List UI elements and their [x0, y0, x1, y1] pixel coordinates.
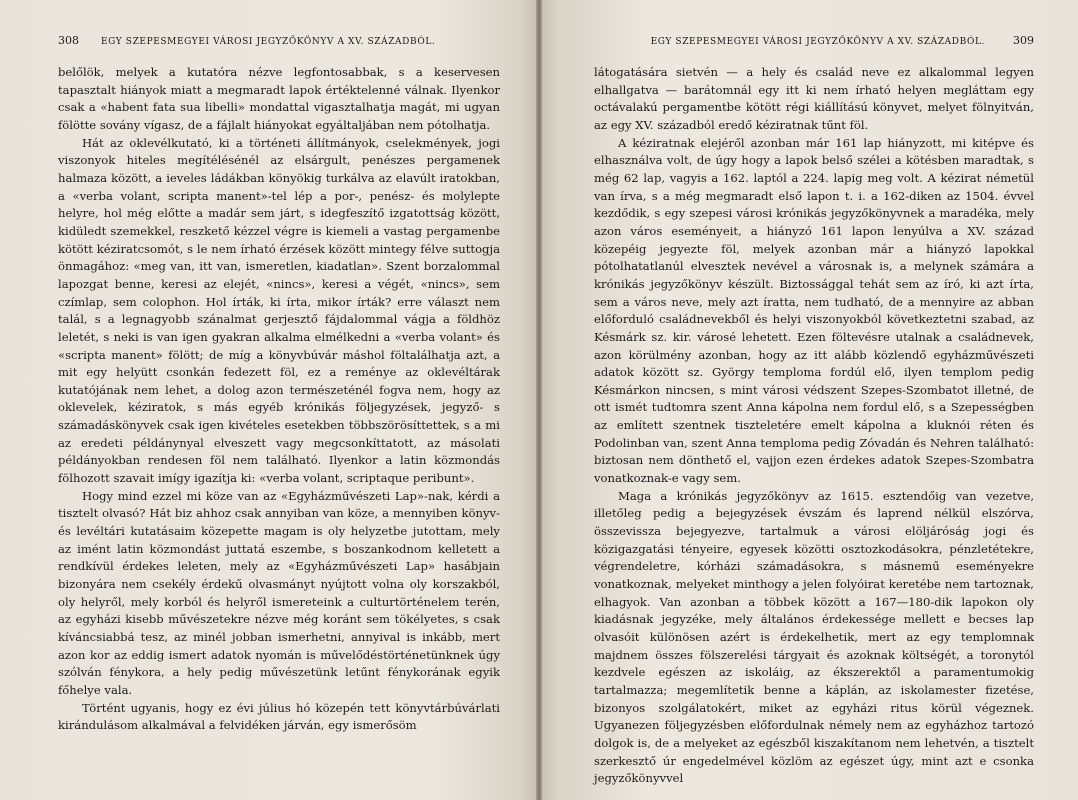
right-paragraph: A kéziratnak elejéről azonban már 161 lap hiányzott, mi kitépve és elhasználva volt, de úgy hogy a lapok belső szélei a kötésben maradtak, s még 62 lap, vagyis a 162. laptól a 224. lapig meg volt. A kézirat németül van írva, s a még megmaradt első lapon t. i. a 162-diken az 1504. évvel kezdődik, s egy szepesi városi krónikás jegyzőkönyvnek a maradéka, mely azon város eseményeit, a hiányzó 161 lapon lenyúlva a XV. század közepéig jegyezte föl, melyek azonban már a hiányzó lapokkal pótolhatatlanúl elvesztek nevével a városnak is, a melynek számára a krónikás jegyzőkönyv készült. Biztossággal tehát sem az író, ki azt írta, sem a város neve, mely azt íratta, nem tudható, de a mennyire az abban előforduló családnevekből és helyi viszonyokból következtetni szabad, az Késmárk sz. kir. városé lehetett. Ezen föltevésre utalnak a családnevek, azon körülmény azonban, hogy az itt alább közlendő egyházművészeti adatok között sz. György temploma fordúl elő, ilyen templom pedig Késmárkon nincsen, s mint városi védszent Szepes-Szombatot illetné, de ott ismét tudtomra szent Anna kápolna nem fordul elő, s a Szepességben az említett szentnek tiszteletére emelt kápolna a kluknói réten és Podolinban van, szent Anna temploma pedig Zóvadán és Nehren található: biztosan nem dönthető el, vajjon ezen érdekes adatok Szepes-Szombatra vonatkoznak-e vagy sem.	[594, 135, 1034, 486]
left-page-number: 308	[58, 34, 79, 47]
left-paragraph: belőlök, melyek a kutatóra nézve legfontosabbak, s a keservesen tapasztalt hiányok miatt a megmaradt lapok értéktelenné válnak. Ilyenkor csak a «habent fata sua libelli» mondattal vigasztalhatja magát, mi ugyan fölötte sovány vígasz, de a fájlalt hiányokat egyáltaljában nem pótolhatja.	[58, 65, 500, 132]
left-paragraph: Hát az oklevélkutató, ki a történeti állítmányok, cselekmények, jogi viszonyok hiteles megítélésénél az elsárgult, penészes pergamenek halmaza között, a ieveles ládákban könyökig turkálva az elavúlt iratokban, a «verba volant, scripta manent»-tel lép a por-, penész- és molylepte helyre, hol még előtte a madár sem járt, s idegfeszítő izgatottság között, kidüledt szemekkel, reszkető kézzel végre is kiemeli a vastag pergamenbe kötött kéziratcsomót, s le nem írható érzések között mintegy félve suttogja önmagához: «meg van, itt van, ismeretlen, kiadatlan». Szent borzalommal lapozgat benne, keresi az elejét, «nincs», keresi a végét, «nincs», sem czímlap, sem colophon. Hol írták, ki írta, mikor írták? erre választ nem talál, s a legnagyobb szánalmat gerjesztő fájdalommal vágja a földhöz leletét, s neki is van igen gyakran alkalma elmélkedni a «verba volant» és «scripta manent» fölött; de míg a könyvbúvár máshol föltalálhatja azt, a mit egy helyütt csonkán fedezett föl, ez a reménye az oklevéltárak kutatójának nem lehet, a dolog azon természeténél fogva nem, hogy az oklevelek, kéziratok, s más egyéb krónikás följegyzések, jegyző- s számadáskönyvek csak igen kivételes esetekben többszörösíttettek, s a mi az eredeti példánynyal elveszett vagy megcsonkíttatott, az másolati példányokban rendesen föl nem található. Ilyenkor a latin közmondás fölhozott szavait imígy igazítja ki: «verba volant, scriptaque peribunt».	[58, 135, 500, 486]
right-page	[542, 0, 1078, 800]
left-page	[0, 0, 536, 800]
right-paragraph: Maga a krónikás jegyzőkönyv az 1615. esztendőig van vezetve, illetőleg pedig a bejegyzések évszám és laprend nélkül elszórva, összevissza bejegyezve, tartalmuk a városi elöljáróság jogi és közigazgatási tényeire, egyesek közötti osztozkodásokra, pénzletétekre, végrendeletre, kórházi számadásokra, s másnemű eseményekre vonatkoznak, melyeket minthogy a jelen folyóirat keretébe nem tartoznak, elhagyok. Van azonban a többek között a 167—180-dik lapokon oly kiadásnak jegyzéke, mely általános érdekessége mellett e becses lap olvasóit különösen azért is érdekelhetik, mert az egy templomnak majdnem összes fölszerelési tárgyait és azoknak költségét, a toronytól kezdvele egészen az iskoláig, az ékszerektől a paramentumokig tartalmazza; megemlítetik benne a káplán, az iskolamester fizetése, bizonyos szolgálatokért, miket az egyházi ritus körül végeznek. Ugyanezen följegyzésben előfordulnak némely nem az egyházhoz tartozó dolgok is, de a melyeket az egészből kiszakítanom nem lehetvén, a tisztelt szerkesztő úr engedelmével közlöm az egészet úgy, mint azt e csonka jegyzőkönyvvel	[594, 488, 1034, 786]
right-running-head	[594, 34, 1034, 52]
right-paragraph: látogatására sietvén — a hely és család neve ez alkalommal legyen elhallgatva — barátomnál egy itt ki nem írható helyen megláttam egy octávalakú pergamentbe kötött régi kiállítású könyvet, melyet fölnyitván, az egy XV. századból eredő kéziratnak tűnt föl.	[594, 65, 1034, 132]
right-page-number: 309	[1013, 34, 1034, 47]
right-page-body	[594, 64, 1034, 788]
left-running-title: EGY SZEPESMEGYEI VÁROSI JEGYZŐKÖNYV A XV. SZÁZADBÓL.	[101, 37, 436, 47]
left-paragraph: Hogy mind ezzel mi köze van az «Egyházművészeti Lap»-nak, kérdi a tisztelt olvasó? Hát biz ahhoz csak annyiban van köze, a mennyiben könyv- és levéltári kutatásaim közepette magam is oly helyzetbe jutottam, mely az imént latin közmondást juttatá eszembe, s boszankodnom kelletett a rendkívül érdekes leleten, mely az «Egyházművészeti Lap» hasábjain bizonyára nem csekély érdekű olvasmányt nyújtott volna oly korszakból, oly helyről, mely korból és helyről ismereteink a culturtörténelem terén, az egyházi kisebb művészetekre nézve még koránt sem tökélyetes, s csak kíváncsiabbá tesz, az minél jobban ismerhetni, annyival is inkább, mert azon kor az eddig ismert adatok nyomán is művelődéstörténetünknek úgy szólván fénykora, a hely pedig művészetünk letűnt fénykorának egyik főhelye vala.	[58, 488, 500, 697]
right-running-title: EGY SZEPESMEGYEI VÁROSI JEGYZŐKÖNYV A XV. SZÁZADBÓL.	[650, 37, 985, 47]
left-paragraph: Történt ugyanis, hogy ez évi július hó közepén tett könyvtárbúvárlati kirándulásom alkalmával a felvidéken járván, egy ismerősöm	[58, 700, 500, 733]
left-page-body	[58, 64, 500, 735]
left-running-head	[58, 34, 500, 52]
